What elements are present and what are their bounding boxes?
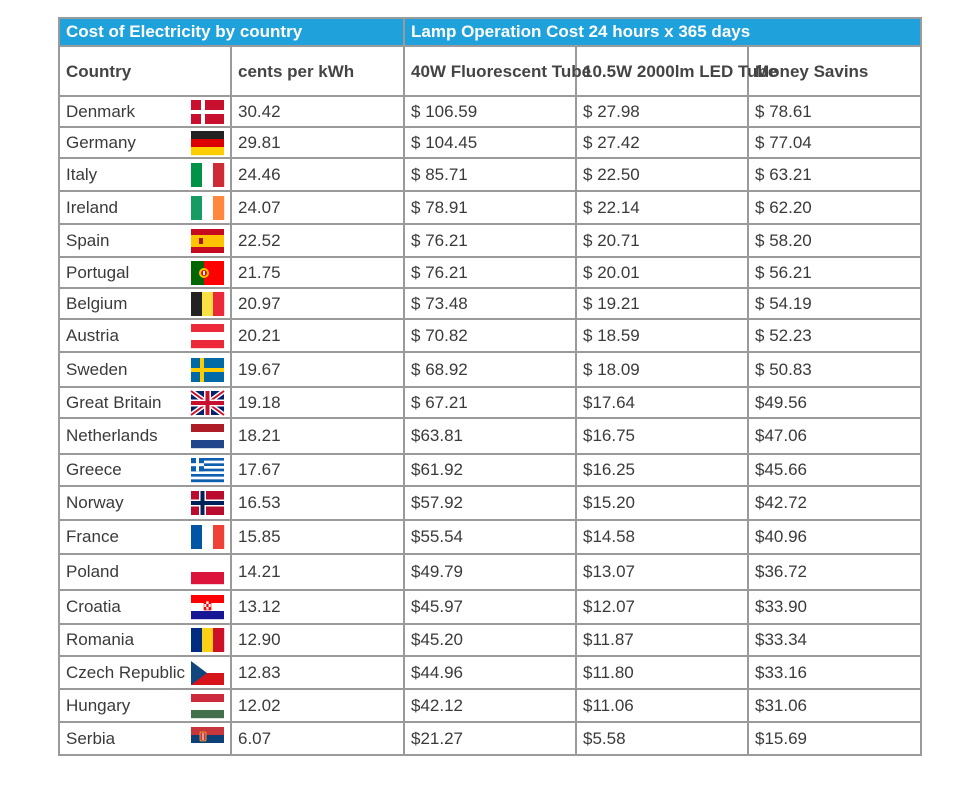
country-name: Sweden bbox=[66, 359, 128, 379]
money-savings-cell: $33.16 bbox=[748, 656, 921, 689]
country-cell bbox=[59, 158, 231, 191]
led-cost-cell: $ 18.09 bbox=[576, 352, 748, 387]
great-britain-flag-icon bbox=[191, 391, 224, 415]
table-row bbox=[59, 96, 921, 127]
money-savings-cell: $ 56.21 bbox=[748, 257, 921, 288]
cents-per-kwh-cell: 13.12 bbox=[231, 590, 404, 624]
cents-per-kwh-cell: 17.67 bbox=[231, 454, 404, 486]
fluorescent-cost-cell: $ 73.48 bbox=[404, 288, 576, 319]
column-header-country: Country bbox=[59, 46, 231, 96]
led-cost-cell: $12.07 bbox=[576, 590, 748, 624]
money-savings-cell: $ 63.21 bbox=[748, 158, 921, 191]
croatia-flag-icon bbox=[191, 595, 224, 619]
italy-flag-icon bbox=[191, 163, 224, 187]
country-name: Portugal bbox=[66, 262, 130, 282]
fluorescent-cost-cell: $ 85.71 bbox=[404, 158, 576, 191]
country-name: Netherlands bbox=[66, 426, 158, 445]
column-header-row bbox=[59, 46, 921, 96]
table-row bbox=[59, 554, 921, 590]
led-cost-cell: $ 27.42 bbox=[576, 127, 748, 158]
led-cost-cell: $ 22.50 bbox=[576, 158, 748, 191]
romania-flag-icon bbox=[191, 628, 224, 652]
table-row bbox=[59, 257, 921, 288]
group-header-row bbox=[59, 18, 921, 46]
money-savings-cell: $49.56 bbox=[748, 387, 921, 418]
germany-flag-icon bbox=[191, 131, 224, 155]
country-name: Belgium bbox=[66, 293, 128, 313]
country-cell bbox=[59, 288, 231, 319]
fluorescent-cost-cell: $44.96 bbox=[404, 656, 576, 689]
led-cost-cell: $13.07 bbox=[576, 554, 748, 590]
led-cost-cell: $15.20 bbox=[576, 486, 748, 520]
country-cell bbox=[59, 224, 231, 257]
country-name: Norway bbox=[66, 493, 124, 512]
money-savings-cell: $33.90 bbox=[748, 590, 921, 624]
fluorescent-cost-cell: $ 76.21 bbox=[404, 257, 576, 288]
electricity-cost-table bbox=[58, 17, 922, 756]
table-body bbox=[59, 96, 921, 755]
table-row bbox=[59, 722, 921, 755]
serbia-flag-icon bbox=[191, 727, 224, 751]
belgium-flag-icon bbox=[191, 292, 224, 316]
led-cost-cell: $ 22.14 bbox=[576, 191, 748, 224]
cents-per-kwh-cell: 16.53 bbox=[231, 486, 404, 520]
led-cost-cell: $ 27.98 bbox=[576, 96, 748, 127]
fluorescent-cost-cell: $63.81 bbox=[404, 418, 576, 454]
poland-flag-icon bbox=[191, 560, 224, 584]
money-savings-cell: $ 62.20 bbox=[748, 191, 921, 224]
led-cost-cell: $ 20.01 bbox=[576, 257, 748, 288]
led-cost-cell: $16.25 bbox=[576, 454, 748, 486]
country-name: Czech Republic bbox=[66, 662, 186, 682]
fluorescent-cost-cell: $ 67.21 bbox=[404, 387, 576, 418]
table-row bbox=[59, 127, 921, 158]
austria-flag-icon bbox=[191, 324, 224, 348]
country-name: Ireland bbox=[66, 197, 118, 217]
fluorescent-cost-cell: $ 78.91 bbox=[404, 191, 576, 224]
fluorescent-cost-cell: $21.27 bbox=[404, 722, 576, 755]
led-cost-cell: $11.80 bbox=[576, 656, 748, 689]
fluorescent-cost-cell: $49.79 bbox=[404, 554, 576, 590]
cents-per-kwh-cell: 22.52 bbox=[231, 224, 404, 257]
country-cell bbox=[59, 689, 231, 722]
led-cost-cell: $ 18.59 bbox=[576, 319, 748, 352]
norway-flag-icon bbox=[191, 491, 224, 515]
country-cell bbox=[59, 554, 231, 590]
money-savings-cell: $42.72 bbox=[748, 486, 921, 520]
country-name: Italy bbox=[66, 164, 98, 184]
country-name: Austria bbox=[66, 325, 119, 345]
fluorescent-cost-cell: $ 68.92 bbox=[404, 352, 576, 387]
country-cell bbox=[59, 257, 231, 288]
column-header-cents-per-kwh: cents per kWh bbox=[231, 46, 404, 96]
column-header-fluorescent-tube: 40W Fluorescent Tube bbox=[404, 46, 576, 96]
netherlands-flag-icon bbox=[191, 424, 224, 448]
table-row bbox=[59, 454, 921, 486]
table-row bbox=[59, 418, 921, 454]
country-cell bbox=[59, 418, 231, 454]
cents-per-kwh-cell: 14.21 bbox=[231, 554, 404, 590]
country-name: France bbox=[66, 527, 119, 546]
country-name: Hungary bbox=[66, 695, 131, 715]
country-cell bbox=[59, 319, 231, 352]
country-cell bbox=[59, 656, 231, 689]
column-header-led-tube: 10.5W 2000lm LED Tube bbox=[576, 46, 748, 96]
country-name: Denmark bbox=[66, 101, 135, 121]
led-cost-cell: $16.75 bbox=[576, 418, 748, 454]
fluorescent-cost-cell: $55.54 bbox=[404, 520, 576, 554]
table-row bbox=[59, 191, 921, 224]
table-row bbox=[59, 624, 921, 656]
greece-flag-icon bbox=[191, 458, 224, 482]
money-savings-cell: $ 54.19 bbox=[748, 288, 921, 319]
led-cost-cell: $11.87 bbox=[576, 624, 748, 656]
led-cost-cell: $ 19.21 bbox=[576, 288, 748, 319]
cents-per-kwh-cell: 24.07 bbox=[231, 191, 404, 224]
table-row bbox=[59, 387, 921, 418]
country-cell bbox=[59, 590, 231, 624]
cents-per-kwh-cell: 18.21 bbox=[231, 418, 404, 454]
country-cell bbox=[59, 127, 231, 158]
led-cost-cell: $14.58 bbox=[576, 520, 748, 554]
money-savings-cell: $31.06 bbox=[748, 689, 921, 722]
led-cost-cell: $17.64 bbox=[576, 387, 748, 418]
country-cell bbox=[59, 520, 231, 554]
portugal-flag-icon bbox=[191, 261, 224, 285]
cents-per-kwh-cell: 15.85 bbox=[231, 520, 404, 554]
country-name: Great Britain bbox=[66, 392, 162, 412]
cents-per-kwh-cell: 24.46 bbox=[231, 158, 404, 191]
led-cost-cell: $ 20.71 bbox=[576, 224, 748, 257]
table-row bbox=[59, 689, 921, 722]
money-savings-cell: $47.06 bbox=[748, 418, 921, 454]
cents-per-kwh-cell: 19.67 bbox=[231, 352, 404, 387]
country-cell bbox=[59, 624, 231, 656]
table-row bbox=[59, 224, 921, 257]
table-row bbox=[59, 352, 921, 387]
fluorescent-cost-cell: $45.20 bbox=[404, 624, 576, 656]
fluorescent-cost-cell: $ 104.45 bbox=[404, 127, 576, 158]
table-row bbox=[59, 158, 921, 191]
country-name: Germany bbox=[66, 132, 136, 152]
led-cost-cell: $11.06 bbox=[576, 689, 748, 722]
cents-per-kwh-cell: 20.21 bbox=[231, 319, 404, 352]
money-savings-cell: $15.69 bbox=[748, 722, 921, 755]
country-name: Croatia bbox=[66, 597, 121, 616]
fluorescent-cost-cell: $ 70.82 bbox=[404, 319, 576, 352]
cents-per-kwh-cell: 21.75 bbox=[231, 257, 404, 288]
fluorescent-cost-cell: $45.97 bbox=[404, 590, 576, 624]
cents-per-kwh-cell: 12.90 bbox=[231, 624, 404, 656]
cents-per-kwh-cell: 12.83 bbox=[231, 656, 404, 689]
fluorescent-cost-cell: $ 76.21 bbox=[404, 224, 576, 257]
country-name: Poland bbox=[66, 562, 119, 581]
country-name: Spain bbox=[66, 230, 110, 250]
table-row bbox=[59, 319, 921, 352]
country-cell bbox=[59, 387, 231, 418]
country-cell bbox=[59, 352, 231, 387]
country-cell bbox=[59, 486, 231, 520]
group-header-electricity-cost: Cost of Electricity by country bbox=[59, 18, 404, 46]
country-cell bbox=[59, 191, 231, 224]
fluorescent-cost-cell: $61.92 bbox=[404, 454, 576, 486]
cents-per-kwh-cell: 30.42 bbox=[231, 96, 404, 127]
cents-per-kwh-cell: 29.81 bbox=[231, 127, 404, 158]
money-savings-cell: $ 58.20 bbox=[748, 224, 921, 257]
spain-flag-icon bbox=[191, 229, 224, 253]
hungary-flag-icon bbox=[191, 694, 224, 718]
czech-republic-flag-icon bbox=[191, 661, 224, 685]
money-savings-cell: $45.66 bbox=[748, 454, 921, 486]
money-savings-cell: $36.72 bbox=[748, 554, 921, 590]
country-cell bbox=[59, 722, 231, 755]
money-savings-cell: $ 78.61 bbox=[748, 96, 921, 127]
group-header-lamp-operation-cost: Lamp Operation Cost 24 hours x 365 days bbox=[404, 18, 921, 46]
fluorescent-cost-cell: $ 106.59 bbox=[404, 96, 576, 127]
money-savings-cell: $ 77.04 bbox=[748, 127, 921, 158]
country-name: Romania bbox=[66, 630, 135, 649]
column-header-money-savings: Money Savins bbox=[748, 46, 921, 96]
table-row bbox=[59, 590, 921, 624]
table-row bbox=[59, 288, 921, 319]
cents-per-kwh-cell: 19.18 bbox=[231, 387, 404, 418]
led-cost-cell: $5.58 bbox=[576, 722, 748, 755]
country-cell bbox=[59, 96, 231, 127]
country-cell bbox=[59, 454, 231, 486]
money-savings-cell: $40.96 bbox=[748, 520, 921, 554]
table-row bbox=[59, 656, 921, 689]
money-savings-cell: $33.34 bbox=[748, 624, 921, 656]
cents-per-kwh-cell: 6.07 bbox=[231, 722, 404, 755]
fluorescent-cost-cell: $42.12 bbox=[404, 689, 576, 722]
fluorescent-cost-cell: $57.92 bbox=[404, 486, 576, 520]
cents-per-kwh-cell: 20.97 bbox=[231, 288, 404, 319]
sweden-flag-icon bbox=[191, 358, 224, 382]
money-savings-cell: $ 52.23 bbox=[748, 319, 921, 352]
country-name: Greece bbox=[66, 460, 122, 479]
table-row bbox=[59, 486, 921, 520]
country-name: Serbia bbox=[66, 728, 116, 748]
table-row bbox=[59, 520, 921, 554]
france-flag-icon bbox=[191, 525, 224, 549]
cents-per-kwh-cell: 12.02 bbox=[231, 689, 404, 722]
denmark-flag-icon bbox=[191, 100, 224, 124]
money-savings-cell: $ 50.83 bbox=[748, 352, 921, 387]
ireland-flag-icon bbox=[191, 196, 224, 220]
